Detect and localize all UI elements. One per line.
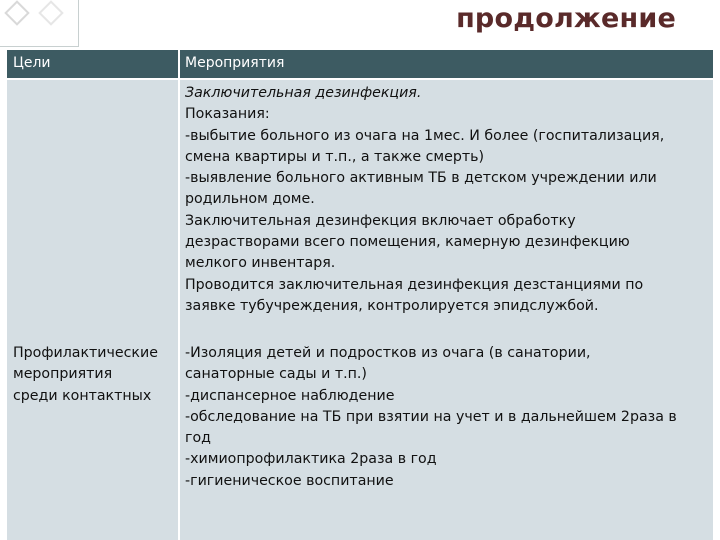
- measures-table: [7, 50, 713, 540]
- text-line: родильном доме.: [185, 191, 315, 208]
- diamond-ornament-icon: [4, 0, 29, 25]
- text-line: заявке тубучреждения, контролируется эпидслужбой.: [185, 297, 599, 314]
- table-header-row: [7, 50, 713, 78]
- text-line: смена квартиры и т.п., а также смерть): [185, 148, 485, 165]
- text-line: Показания:: [185, 106, 270, 123]
- text-line: -диспансерное наблюдение: [185, 387, 395, 404]
- text-line: Заключительная дезинфекция.: [185, 85, 422, 101]
- slide-title: продолжение: [456, 3, 676, 34]
- text-line: -химиопрофилактика 2раза в год: [185, 451, 437, 468]
- text-line: -обследование на ТБ при взятии на учет и в дальнейшем 2раза в: [185, 408, 677, 425]
- column-header-measures: Мероприятия: [185, 55, 285, 71]
- text-line: -выбытие больного из очага на 1мес. И более (госпитализация,: [185, 127, 665, 144]
- text-line: Проводится заключительная дезинфекция дезстанциями по: [185, 276, 644, 293]
- text-line: среди контактных: [13, 387, 152, 404]
- text-line: -выявление больного активным ТБ в детском учреждении или: [185, 170, 657, 187]
- column-divider: [178, 50, 180, 540]
- text-line: -Изоляция детей и подростков из очага (в санатории,: [185, 345, 591, 361]
- text-line: санаторные сады и т.п.): [185, 366, 367, 383]
- text-line: Профилактические: [13, 345, 158, 361]
- table-row-2-goal: [13, 343, 175, 407]
- header-divider: [7, 78, 713, 80]
- text-line: мелкого инвентаря.: [185, 255, 336, 272]
- text-line: год: [185, 430, 211, 447]
- column-header-goals: Цели: [13, 55, 51, 71]
- table-row-1-measures: [185, 83, 711, 317]
- diamond-ornament-icon: [38, 0, 63, 25]
- text-line: мероприятия: [13, 366, 113, 383]
- table-row-2-measures: [185, 343, 711, 492]
- text-line: дезрастворами всего помещения, камерную дезинфекцию: [185, 234, 630, 251]
- text-line: -гигиеническое воспитание: [185, 472, 394, 489]
- text-line: Заключительная дезинфекция включает обработку: [185, 212, 576, 229]
- decorative-corner-frame: [0, 0, 79, 47]
